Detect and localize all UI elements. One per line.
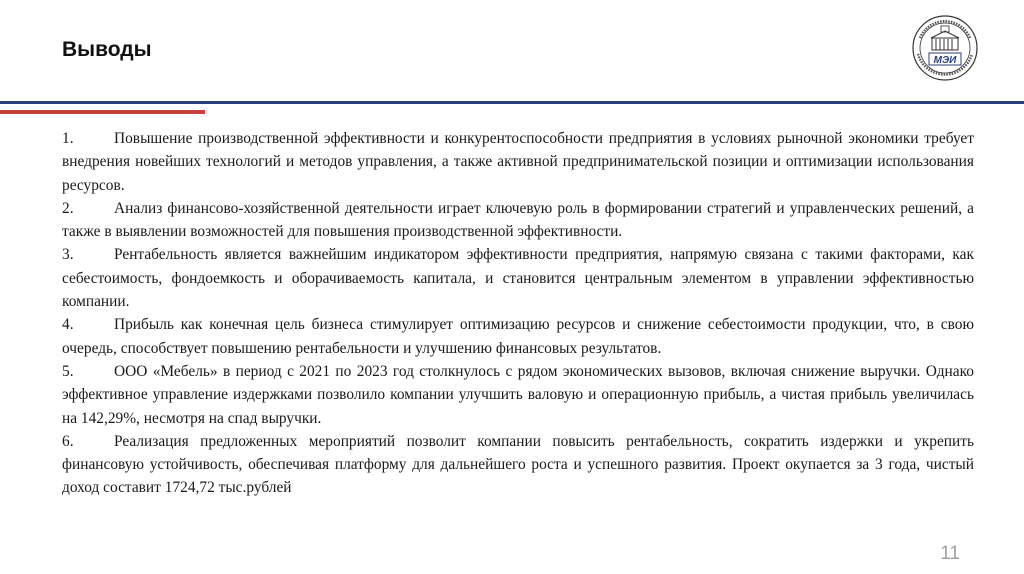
item-text: Повышение производственной эффективности и конкурентоспособности предприятия в условиях рыночной экономики требует внедрения новейших технологий и методов управления, а также активной предпринимательской позиции и оптимизации использования ресурсов. bbox=[62, 130, 974, 194]
header-divider-red bbox=[0, 110, 205, 114]
header-divider-blue bbox=[0, 101, 1024, 104]
item-text: Реализация предложенных мероприятий позволит компании повысить рентабельность, сократить издержки и укрепить финансовую устойчивость, обеспечивая платформу для дальнейшего роста и успешного развития. Проект окупается за 3 года, чистый доход составит 1724,72 тыс.рублей bbox=[62, 432, 974, 497]
item-text: Прибыль как конечная цель бизнеса стимулирует оптимизацию ресурсов и снижение себестоимости продукции, что, в свою очередь, способствует повышению рентабельности и улучшению финансовых результатов. bbox=[62, 316, 974, 357]
list-item bbox=[62, 197, 974, 244]
item-number: 5. bbox=[62, 362, 74, 380]
item-number: 6. bbox=[62, 432, 74, 450]
item-number: 3. bbox=[62, 246, 74, 264]
item-number: 4. bbox=[62, 316, 74, 334]
list-item bbox=[62, 127, 974, 197]
conclusions-list bbox=[62, 127, 974, 500]
list-item bbox=[62, 360, 974, 430]
item-number: 2. bbox=[62, 199, 74, 217]
item-number: 1. bbox=[62, 130, 74, 147]
item-text: Анализ финансово-хозяйственной деятельности играет ключевую роль в формировании стратегий и управленческих решений, а также в выявлении возможностей для повышения производственной эффективности. bbox=[62, 199, 974, 241]
page-number: 11 bbox=[940, 543, 960, 564]
logo-text: МЭИ bbox=[933, 55, 957, 66]
list-item bbox=[62, 430, 974, 500]
list-item bbox=[62, 313, 974, 360]
item-text: ООО «Мебель» в период с 2021 по 2023 год столкнулось с рядом экономических вызовов, включая снижение выручки. Однако эффективное управление издержками позволило компании улучшить валовую и операционную прибыль, а чистая прибыль увеличилась на 142,29%, несмотря на спад выручки. bbox=[62, 362, 974, 427]
slide-title: Выводы bbox=[62, 38, 152, 61]
item-text: Рентабельность является важнейшим индикатором эффективности предприятия, напрямую связана с такими факторами, как себестоимость, фондоемкость и оборачиваемость капитала, и становится центральным элементом в управлении эффективностью компании. bbox=[62, 246, 974, 311]
university-logo bbox=[910, 8, 980, 88]
list-item bbox=[62, 243, 974, 313]
